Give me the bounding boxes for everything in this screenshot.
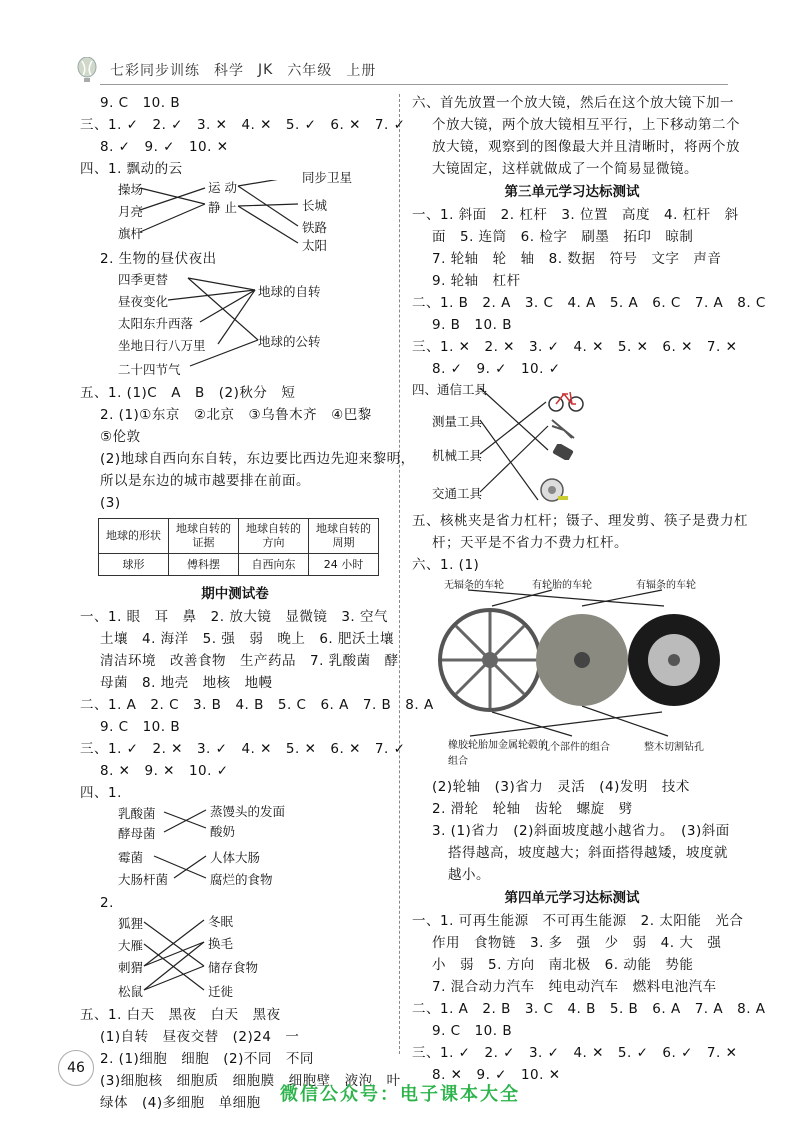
answer-line: 一、1. 眼 耳 鼻 2. 放大镜 显微镜 3. 空气 bbox=[80, 609, 389, 625]
section-title: 第四单元学习达标测试 bbox=[504, 890, 640, 906]
answer-line: 六、首先放置一个放大镜，然后在这个放大镜下加一 bbox=[412, 95, 734, 111]
match-left-item: 酵母菌 bbox=[118, 826, 156, 841]
answer-line: 2. (1)细胞 细胞 (2)不同 不同 bbox=[100, 1051, 314, 1067]
series-title: 七彩同步训练 bbox=[110, 63, 200, 79]
page-number: 46 bbox=[58, 1050, 94, 1086]
answer-line: 五、核桃夹是省力杠杆；镊子、理发剪、筷子是费力杠 bbox=[412, 513, 748, 529]
match-left-item: 乳酸菌 bbox=[118, 806, 156, 821]
wheel-bottom-label: 橡胶轮胎加金属轮毂的组合 bbox=[448, 740, 548, 767]
answer-line: 9. 轮轴 杠杆 bbox=[432, 273, 521, 289]
answer-line: 二、1. B 2. A 3. C 4. A 5. A 6. C 7. A 8. C bbox=[412, 295, 766, 311]
match-right-item: 迁徙 bbox=[208, 984, 234, 999]
table-cell: 球形 bbox=[99, 554, 169, 576]
match-left-item: 刺猬 bbox=[118, 960, 144, 975]
match-right-item: 同步卫星 bbox=[302, 170, 353, 185]
match-left-item: 交通工具 bbox=[432, 486, 483, 501]
table-header: 地球自转的证据 bbox=[169, 519, 239, 554]
answer-line: 9. C 10. B bbox=[432, 1023, 513, 1039]
answer-line: (3)细胞核 细胞质 细胞膜 细胞壁 液泡 叶 bbox=[100, 1073, 401, 1089]
match-right-item: 长城 bbox=[302, 198, 328, 213]
answer-line: 小 弱 5. 方向 南北极 6. 动能 势能 bbox=[432, 957, 694, 973]
grade: 六年级 bbox=[287, 63, 333, 79]
tape-measure-icon bbox=[538, 476, 570, 504]
answer-line: (2)轮轴 (3)省力 灵活 (4)发明 技术 bbox=[432, 779, 690, 795]
answer-line: (3) bbox=[100, 495, 121, 511]
section-title: 期中测试卷 bbox=[201, 586, 269, 602]
subject: 科学 bbox=[214, 63, 244, 79]
answer-line: 8. ✓ 9. ✓ 10. ✓ bbox=[432, 361, 561, 377]
match-right-item: 换毛 bbox=[208, 936, 234, 951]
match-left-item: 月亮 bbox=[118, 204, 144, 219]
answer-line: 9. C 10. B bbox=[100, 95, 181, 111]
match-right-item: 蒸馒头的发面 bbox=[210, 804, 286, 819]
answer-line: 一、1. 可再生能源 不可再生能源 2. 太阳能 光合 bbox=[412, 913, 744, 929]
wheel-bottom-label: 整木切割钻孔 bbox=[644, 742, 704, 753]
match-left-item: 松鼠 bbox=[118, 984, 144, 999]
wheel-bottom-label: 几个部件的组合 bbox=[540, 742, 610, 753]
answer-line: (1)自转 昼夜交替 (2)24 一 bbox=[100, 1029, 300, 1045]
column-divider bbox=[399, 94, 400, 1054]
match-left-item: 霉菌 bbox=[118, 850, 144, 865]
answer-line: 越小。 bbox=[448, 867, 490, 883]
answer-line: 8. ✕ 9. ✕ 10. ✓ bbox=[100, 763, 229, 779]
answer-line: 土壤 4. 海洋 5. 强 弱 晚上 6. 肥沃土壤 bbox=[100, 631, 395, 647]
answer-line: 杆；天平是不省力不费力杠杆。 bbox=[432, 535, 628, 551]
match-mid-item: 静 止 bbox=[208, 200, 237, 215]
match-right-item: 储存食物 bbox=[208, 960, 259, 975]
match-right-item: 地球的自转 bbox=[258, 284, 321, 299]
balloon-logo-icon bbox=[76, 57, 98, 83]
matching-diagram-animals bbox=[80, 914, 390, 1004]
wheel-top-label: 有轮胎的车轮 bbox=[532, 580, 592, 591]
answer-line: 二、1. A 2. B 3. C 4. B 5. B 6. A 7. A 8. A bbox=[412, 1001, 766, 1017]
matching-diagram-earth bbox=[80, 270, 390, 382]
answer-line: 面 5. 连筒 6. 检字 刷墨 拓印 晾制 bbox=[432, 229, 694, 245]
matching-diagram-microbes bbox=[80, 804, 390, 892]
pliers-icon bbox=[550, 418, 576, 440]
answer-line: 9. C 10. B bbox=[100, 719, 181, 735]
match-left-item: 二十四节气 bbox=[118, 362, 181, 377]
answer-line: 8. ✕ 9. ✓ 10. ✕ bbox=[432, 1067, 561, 1083]
match-right-item: 人体大肠 bbox=[210, 850, 261, 865]
answer-line: 三、1. ✓ 2. ✓ 3. ✕ 4. ✕ 5. ✓ 6. ✕ 7. ✓ bbox=[80, 117, 406, 133]
answer-line: 放大镜，观察到的图像最大并且清晰时，将两个放 bbox=[432, 139, 740, 155]
match-left-item: 四、通信工具 bbox=[412, 382, 488, 397]
answer-line: 2. (1)①东京 ②北京 ③乌鲁木齐 ④巴黎 bbox=[100, 407, 372, 423]
wheel-top-label: 有辐条的车轮 bbox=[636, 580, 696, 591]
answer-line: 三、1. ✓ 2. ✕ 3. ✓ 4. ✕ 5. ✕ 6. ✕ 7. ✓ bbox=[80, 741, 406, 757]
match-left-item: 测量工具 bbox=[432, 414, 483, 429]
answer-line: 个放大镜，两个放大镜相互平行，上下移动第二个 bbox=[432, 117, 740, 133]
answer-line: (2)地球自西向东自转，东边要比西边先迎来黎明， bbox=[100, 451, 415, 467]
matching-diagram-tools bbox=[412, 380, 732, 506]
phone-icon bbox=[552, 444, 574, 460]
match-right-item: 腐烂的食物 bbox=[210, 872, 273, 887]
match-left-item: 大肠杆菌 bbox=[118, 872, 169, 887]
answer-line: 三、1. ✓ 2. ✓ 3. ✓ 4. ✕ 5. ✓ 6. ✓ 7. ✕ bbox=[412, 1045, 738, 1061]
match-right-item: 铁路 bbox=[302, 220, 328, 235]
edition: JK bbox=[258, 62, 274, 78]
answer-line: 四、1. 飘动的云 bbox=[80, 161, 183, 177]
earth-table bbox=[98, 518, 379, 576]
match-left-item: 大雁 bbox=[118, 938, 144, 953]
answer-line: 绿体 (4)多细胞 单细胞 bbox=[100, 1095, 261, 1111]
match-mid-item: 运 动 bbox=[208, 180, 237, 195]
page-header bbox=[76, 56, 390, 84]
section-title: 第三单元学习达标测试 bbox=[504, 184, 640, 200]
table-header: 地球自转的方向 bbox=[239, 519, 309, 554]
matching-diagram-motion bbox=[80, 170, 390, 253]
answer-line: 2. bbox=[100, 895, 114, 911]
footer-watermark: 微信公众号：电子课本大全 bbox=[280, 1084, 520, 1105]
wheel-top-label: 无辐条的车轮 bbox=[444, 580, 504, 591]
table-header: 地球自转的周期 bbox=[309, 519, 379, 554]
answer-line: 2. 生物的昼伏夜出 bbox=[100, 251, 217, 267]
answer-line: 母菌 8. 地壳 地核 地幔 bbox=[100, 675, 273, 691]
answer-line: 五、1. 白天 黑夜 白天 黑夜 bbox=[80, 1007, 281, 1023]
match-right-item: 冬眠 bbox=[208, 914, 234, 929]
answer-line: ⑤伦敦 bbox=[100, 429, 141, 445]
answer-line: 三、1. ✕ 2. ✕ 3. ✓ 4. ✕ 5. ✕ 6. ✕ 7. ✕ bbox=[412, 339, 738, 355]
match-right-item: 太阳 bbox=[302, 238, 328, 253]
answer-line: 清洁环境 改善食物 生产药品 7. 乳酸菌 酵 bbox=[100, 653, 399, 669]
match-left-item: 坐地日行八万里 bbox=[118, 338, 206, 353]
answer-line: 所以是东边的城市越要排在前面。 bbox=[100, 473, 310, 489]
table-cell: 傅科摆 bbox=[169, 554, 239, 576]
answer-line: 8. ✓ 9. ✓ 10. ✕ bbox=[100, 139, 229, 155]
volume: 上册 bbox=[346, 63, 377, 79]
answer-line: 2. 滑轮 轮轴 齿轮 螺旋 劈 bbox=[432, 801, 633, 817]
match-left-item: 机械工具 bbox=[432, 448, 483, 463]
answer-line: 7. 轮轴 轮 轴 8. 数据 符号 文字 声音 bbox=[432, 251, 722, 267]
bicycle-icon bbox=[548, 388, 584, 412]
right-column bbox=[412, 92, 766, 1086]
match-left-item: 旗杆 bbox=[118, 226, 144, 241]
answer-line: 六、1. (1) bbox=[412, 557, 480, 573]
header-rule bbox=[100, 84, 728, 85]
answer-line: 五、1. (1)C A B (2)秋分 短 bbox=[80, 385, 296, 401]
answer-line: 大镜固定，这样就做成了一个简易显微镜。 bbox=[432, 161, 698, 177]
match-right-item: 地球的公转 bbox=[258, 334, 321, 349]
table-header: 地球的形状 bbox=[99, 519, 169, 554]
match-right-item: 酸奶 bbox=[210, 824, 236, 839]
match-left-item: 太阳东升西落 bbox=[118, 316, 194, 331]
match-left-item: 昼夜变化 bbox=[118, 294, 169, 309]
answer-line: 3. (1)省力 (2)斜面坡度越小越省力。 (3)斜面 bbox=[432, 823, 730, 839]
answer-line: 搭得越高，坡度越大；斜面搭得越矮，坡度就 bbox=[448, 845, 728, 861]
answer-line: 二、1. A 2. C 3. B 4. B 5. C 6. A 7. B 8. A bbox=[80, 697, 434, 713]
answer-line: 四、1. bbox=[80, 785, 122, 801]
answer-line: 一、1. 斜面 2. 杠杆 3. 位置 高度 4. 杠杆 斜 bbox=[412, 207, 739, 223]
answer-line: 作用 食物链 3. 多 强 少 弱 4. 大 强 bbox=[432, 935, 722, 951]
match-left-item: 四季更替 bbox=[118, 272, 169, 287]
answer-line: 9. B 10. B bbox=[432, 317, 512, 333]
match-left-item: 狐狸 bbox=[118, 916, 144, 931]
answer-line: 7. 混合动力汽车 纯电动汽车 燃料电池汽车 bbox=[432, 979, 717, 995]
match-left-item: 操场 bbox=[118, 182, 144, 197]
wheel-matching-diagram bbox=[412, 576, 732, 776]
table-cell: 自西向东 bbox=[239, 554, 309, 576]
table-cell: 24 小时 bbox=[309, 554, 379, 576]
